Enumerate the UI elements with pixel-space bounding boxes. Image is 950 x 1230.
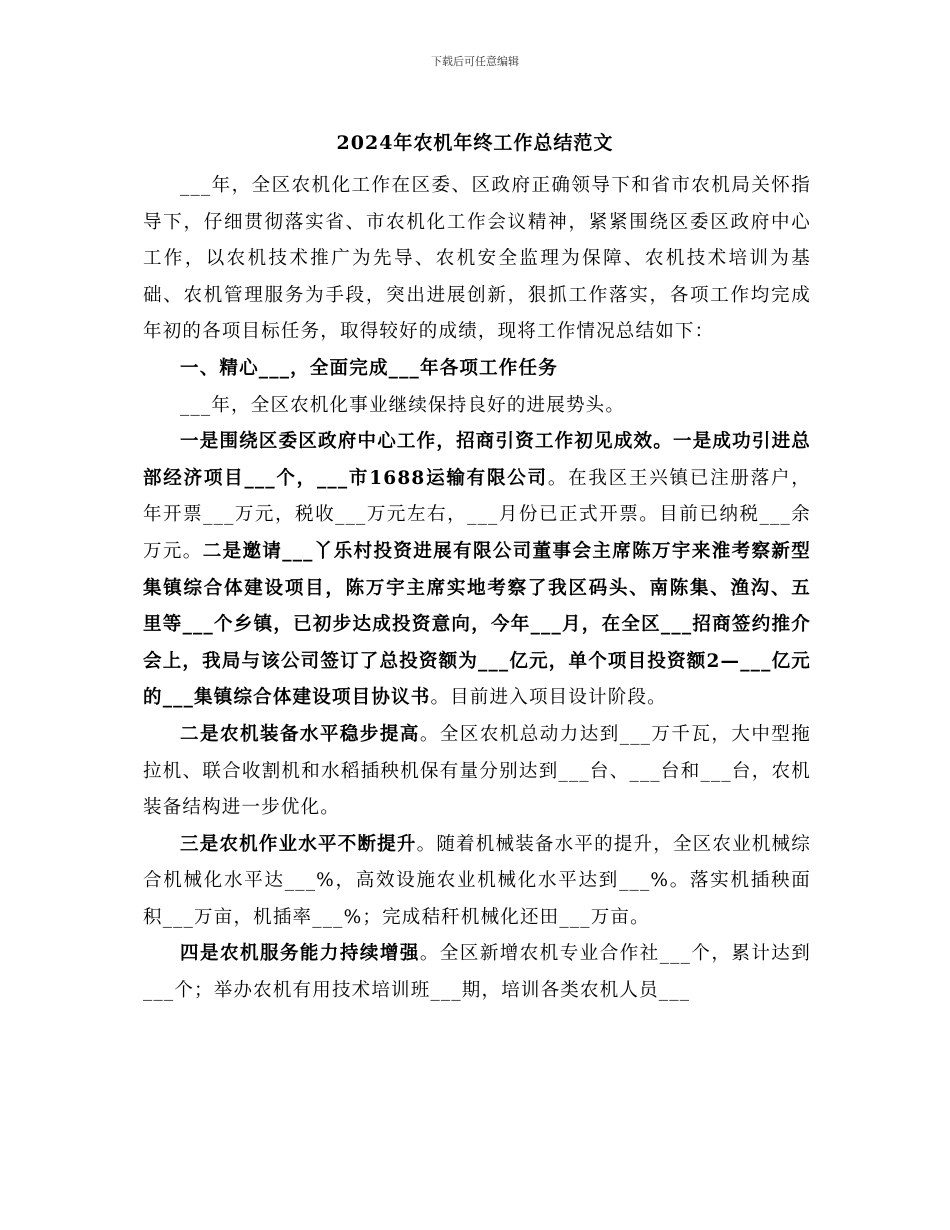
text-run: 。全区农机总动力达到___万千瓦，大中型拖拉机、联合收割机和水稻插秧机保有量分别达到___台、___台和___台，农机装备结构进一步优化。 xyxy=(143,723,811,819)
item-1-paragraph xyxy=(143,424,811,717)
section-1-lead xyxy=(143,388,811,425)
document-title: 2024年农机年终工作总结范文 xyxy=(336,132,614,154)
text-run: ___年，全区农机化工作在区委、区政府正确领导下和省市农机局关怀指导下，仔细贯彻落实省、市农机化工作会议精神，紧紧围绕区委区政府中心工作，以农机技术推广为先导、农机安全监理为保障、农机技术培训为基础、农机管理服务为手段，突出进展创新，狠抓工作落实，各项工作均完成年初的各项目标任务，取得较好的成绩，现将工作情况总结如下： xyxy=(143,175,811,343)
text-run: 。随着机械装备水平的提升，全区农业机械综合机械化水平达___%，高效设施农业机械化水平达到___%。落实机插秧面积___万亩，机插率___%；完成秸秆机械化还田___万亩。 xyxy=(143,833,811,928)
text-run-bold: 一、精心___，全面完成___年各项工作任务 xyxy=(180,357,558,379)
text-run-bold: 三是农机作业水平不断提升 xyxy=(180,833,417,855)
intro-paragraph xyxy=(143,168,811,351)
document-body xyxy=(143,168,811,1010)
text-run-bold: 二是农机装备水平稳步提高 xyxy=(180,723,420,745)
text-run-bold: 四是农机服务能力持续增强 xyxy=(180,943,420,965)
text-run-bold: 二是邀请___丫乐村投资进展有限公司董事会主席陈万宇来淮考察新型集镇综合体建设项目，陈万宇主席实地考察了我区码头、南陈集、渔沟、五里等___个乡镇，已初步达成投资意向，今年___月，在全区___招商签约推介会上，我局与该公司签订了总投资额为___亿元，单个项目投资额2—___亿元的___集镇综合体建设项目协议书 xyxy=(143,540,811,709)
text-run: 。全区新增农机专业合作社___个，累计达到___个；举办农机有用技术培训班___期，培训各类农机人员___ xyxy=(143,943,811,1002)
item-3-paragraph xyxy=(143,827,811,937)
item-4-paragraph xyxy=(143,936,811,1009)
text-run: 。在我区王兴镇已注册落户，年开票___万元，税收___万元左右，___月份已正式开票。目前已纳税___余万元。 xyxy=(143,467,811,562)
text-run: ___年，全区农机化事业继续保持良好的进展势头。 xyxy=(180,394,626,416)
header-note: 下载后可任意编辑 xyxy=(431,55,519,68)
text-run: 。目前进入项目设计阶段。 xyxy=(430,687,667,709)
section-heading-1 xyxy=(143,351,811,388)
text-run-bold: 一是围绕区委区政府中心工作，招商引资工作初见成效。一是成功引进总部经济项目___个，___市1688运输有限公司 xyxy=(143,431,811,489)
item-2-paragraph xyxy=(143,717,811,827)
